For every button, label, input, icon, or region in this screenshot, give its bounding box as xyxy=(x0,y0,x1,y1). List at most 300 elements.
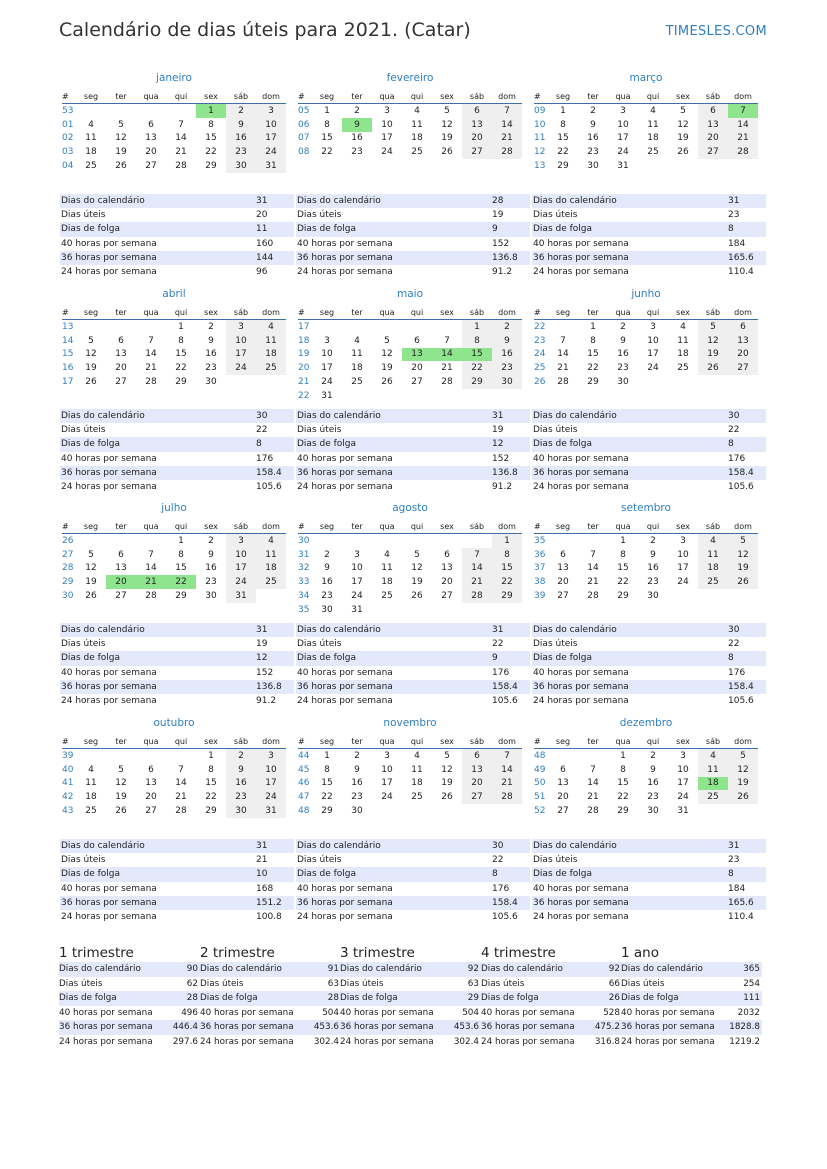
week-row xyxy=(534,118,758,132)
day-cell: 5 xyxy=(728,534,758,548)
weekday-header: ter xyxy=(342,305,372,320)
week-number: 07 xyxy=(298,133,310,144)
summary-value: 453.6 xyxy=(313,1022,339,1033)
day-cell: 11 xyxy=(677,335,689,346)
day-cell: 16 xyxy=(205,563,217,574)
day-cell: 12 xyxy=(381,349,393,360)
summary-block xyxy=(621,944,762,1050)
week-row xyxy=(534,589,758,603)
stat-label: 40 horas por semana xyxy=(297,453,393,464)
stat-label: 36 horas por semana xyxy=(61,681,157,692)
stat-label: 36 horas por semana xyxy=(297,897,393,908)
stat-label: Dias do calendário xyxy=(533,411,617,421)
weekday-header: qua xyxy=(136,89,166,104)
day-cell: 3 xyxy=(620,105,626,116)
day-cell: 15 xyxy=(321,133,333,144)
week-row xyxy=(62,763,286,777)
day-cell: 4 xyxy=(650,105,656,116)
day-cell: 19 xyxy=(85,363,97,374)
summary-row xyxy=(200,991,341,1006)
day-cell xyxy=(548,320,578,334)
week-row xyxy=(298,334,522,348)
day-cell: 26 xyxy=(115,161,127,172)
week-row xyxy=(62,104,286,118)
stat-label: 36 horas por semana xyxy=(61,252,157,263)
day-cell: 9 xyxy=(226,763,256,777)
stat-value: 8 xyxy=(256,439,262,450)
week-number-header: # xyxy=(298,734,312,749)
day-cell: 17 xyxy=(381,133,393,144)
summary-label: Dias do calendário xyxy=(59,964,141,974)
summary-label: 36 horas por semana xyxy=(200,1022,294,1033)
stat-value: 184 xyxy=(728,238,746,249)
day-cell: 15 xyxy=(205,133,217,144)
stat-label: Dias úteis xyxy=(61,639,106,650)
summary-value: 446.4 xyxy=(172,1022,198,1033)
week-number: 31 xyxy=(298,549,310,560)
weekday-header: ter xyxy=(106,734,136,749)
day-cell: 25 xyxy=(256,575,286,589)
day-cell: 4 xyxy=(256,320,286,334)
day-cell: 23 xyxy=(351,147,363,158)
day-cell: 22 xyxy=(205,792,217,803)
day-cell xyxy=(256,589,286,603)
summary-value: 475.2 xyxy=(594,1022,620,1033)
stat-row xyxy=(296,623,530,637)
day-cell: 18 xyxy=(85,147,97,158)
day-cell: 30 xyxy=(351,806,363,817)
month-name: janeiro xyxy=(156,72,192,84)
day-cell: 28 xyxy=(557,377,569,388)
week-row xyxy=(534,804,758,818)
stat-label: Dias de folga xyxy=(61,439,121,450)
weekday-header: seg xyxy=(76,89,106,104)
month-name: abril xyxy=(162,288,186,300)
weekday-header: dom xyxy=(492,305,522,320)
week-row xyxy=(298,104,522,118)
weekday-header: qui xyxy=(402,734,432,749)
month-stats-novembro xyxy=(296,839,530,924)
stat-label: 40 horas por semana xyxy=(533,453,629,464)
day-cell: 4 xyxy=(698,534,728,548)
day-cell: 13 xyxy=(402,348,432,362)
day-cell: 27 xyxy=(557,591,569,602)
weekday-header: seg xyxy=(76,519,106,534)
day-cell: 16 xyxy=(647,563,659,574)
day-cell: 12 xyxy=(441,764,453,775)
month-calendar-setembro xyxy=(534,501,758,603)
weekday-header: sáb xyxy=(226,89,256,104)
stat-label: 36 horas por semana xyxy=(297,467,393,478)
day-cell: 6 xyxy=(444,549,450,560)
day-cell: 28 xyxy=(587,591,599,602)
week-row xyxy=(298,548,522,562)
stat-value: 22 xyxy=(492,639,504,650)
day-cell: 29 xyxy=(617,806,629,817)
day-cell: 10 xyxy=(677,549,689,560)
week-number-header: # xyxy=(534,734,548,749)
stat-label: Dias do calendário xyxy=(61,625,145,635)
weekday-header: qua xyxy=(608,734,638,749)
month-calendar-fevereiro xyxy=(298,71,522,159)
day-cell: 20 xyxy=(115,363,127,374)
day-cell: 1 xyxy=(208,750,214,761)
week-number: 45 xyxy=(298,764,310,775)
stat-label: Dias úteis xyxy=(61,210,106,221)
day-cell: 12 xyxy=(677,119,689,130)
stat-row xyxy=(532,452,766,466)
weekday-header: dom xyxy=(256,305,286,320)
day-cell: 31 xyxy=(256,804,286,818)
stat-label: Dias úteis xyxy=(61,855,106,866)
day-cell: 22 xyxy=(587,363,599,374)
day-cell: 10 xyxy=(256,763,286,777)
day-cell: 3 xyxy=(384,105,390,116)
weekday-header: sex xyxy=(668,89,698,104)
day-cell: 5 xyxy=(88,335,94,346)
day-cell: 25 xyxy=(85,161,97,172)
day-cell: 10 xyxy=(617,119,629,130)
day-cell: 4 xyxy=(88,764,94,775)
day-cell: 22 xyxy=(205,147,217,158)
summary-row xyxy=(340,1006,481,1021)
day-cell: 19 xyxy=(115,147,127,158)
month-grid xyxy=(298,89,522,159)
day-cell: 1 xyxy=(620,750,626,761)
day-cell: 20 xyxy=(411,363,423,374)
week-number: 30 xyxy=(298,535,310,546)
day-cell: 3 xyxy=(256,749,286,763)
summary-row xyxy=(59,991,200,1006)
summary-label: Dias úteis xyxy=(481,978,525,989)
week-number: 12 xyxy=(534,147,546,158)
summary-title: 1 trimestre xyxy=(59,945,134,961)
day-cell: 15 xyxy=(175,563,187,574)
week-row xyxy=(62,118,286,132)
summary-value: 62 xyxy=(186,978,198,989)
stat-row xyxy=(60,423,294,437)
summary-block xyxy=(340,944,481,1050)
day-cell: 2 xyxy=(226,104,256,118)
stat-row xyxy=(296,853,530,867)
day-cell: 6 xyxy=(560,549,566,560)
stat-value: 10 xyxy=(256,869,268,880)
week-row xyxy=(62,589,286,603)
stat-value: 31 xyxy=(256,625,268,635)
weekday-header: ter xyxy=(106,305,136,320)
day-cell: 25 xyxy=(698,575,728,589)
day-cell: 18 xyxy=(698,562,728,576)
day-cell xyxy=(728,375,758,389)
summary-label: 24 horas por semana xyxy=(340,1036,434,1047)
stat-label: 24 horas por semana xyxy=(533,695,629,706)
month-calendar-abril xyxy=(62,287,286,389)
day-cell: 14 xyxy=(492,118,522,132)
stat-value: 8 xyxy=(492,869,498,880)
stat-value: 144 xyxy=(256,252,274,263)
day-cell xyxy=(136,320,166,334)
stat-label: 36 horas por semana xyxy=(533,681,629,692)
month-grid xyxy=(298,519,522,617)
summary-row xyxy=(481,1020,622,1035)
week-row xyxy=(298,777,522,791)
stat-row xyxy=(532,222,766,236)
brand-link[interactable]: TIMESLES.COM xyxy=(665,24,767,39)
summary-value: 453.6 xyxy=(453,1022,479,1033)
week-number: 01 xyxy=(62,119,74,130)
stat-row xyxy=(60,452,294,466)
day-cell: 14 xyxy=(145,563,157,574)
month-calendar-junho xyxy=(534,287,758,389)
stat-label: 24 horas por semana xyxy=(533,266,629,277)
day-cell xyxy=(312,320,342,334)
day-cell xyxy=(728,804,758,818)
stat-value: 31 xyxy=(256,841,268,851)
stat-row xyxy=(532,480,766,494)
month-stats-janeiro xyxy=(60,194,294,279)
weekday-header: qua xyxy=(608,89,638,104)
day-cell: 28 xyxy=(145,591,157,602)
day-cell: 29 xyxy=(557,161,569,172)
day-cell: 25 xyxy=(411,792,423,803)
summary-row xyxy=(340,977,481,992)
day-cell: 17 xyxy=(226,562,256,576)
day-cell: 11 xyxy=(698,763,728,777)
week-number: 53 xyxy=(62,105,74,116)
day-cell: 18 xyxy=(381,577,393,588)
week-number: 49 xyxy=(534,764,546,775)
day-cell xyxy=(372,603,402,617)
day-cell: 13 xyxy=(115,349,127,360)
stat-value: 31 xyxy=(492,625,504,635)
day-cell: 4 xyxy=(414,105,420,116)
day-cell: 3 xyxy=(226,320,256,334)
day-cell: 31 xyxy=(677,806,689,817)
week-number-header: # xyxy=(534,305,548,320)
day-cell: 2 xyxy=(354,750,360,761)
day-cell: 16 xyxy=(351,778,363,789)
week-row xyxy=(298,749,522,763)
stat-label: Dias úteis xyxy=(533,855,578,866)
summary-row xyxy=(200,1020,341,1035)
day-cell: 5 xyxy=(118,764,124,775)
stat-row xyxy=(296,423,530,437)
day-cell: 28 xyxy=(728,145,758,159)
day-cell xyxy=(578,749,608,763)
day-cell: 22 xyxy=(462,361,492,375)
day-cell: 18 xyxy=(411,778,423,789)
week-row xyxy=(298,589,522,603)
day-cell: 23 xyxy=(321,591,333,602)
week-row xyxy=(534,348,758,362)
day-cell: 14 xyxy=(175,778,187,789)
stat-row xyxy=(60,237,294,251)
day-cell: 21 xyxy=(728,132,758,146)
month-calendar-agosto xyxy=(298,501,522,617)
day-cell xyxy=(106,104,136,118)
day-cell xyxy=(106,749,136,763)
day-cell: 6 xyxy=(118,335,124,346)
summary-row xyxy=(340,991,481,1006)
weekday-header: sáb xyxy=(698,305,728,320)
week-row xyxy=(62,749,286,763)
month-calendar-outubro xyxy=(62,716,286,818)
weekday-header: sáb xyxy=(462,519,492,534)
day-cell: 27 xyxy=(698,145,728,159)
summary-label: 36 horas por semana xyxy=(340,1022,434,1033)
day-cell: 4 xyxy=(680,321,686,332)
week-number: 17 xyxy=(298,321,310,332)
day-cell: 3 xyxy=(680,535,686,546)
stat-row xyxy=(296,251,530,265)
day-cell: 29 xyxy=(617,591,629,602)
stat-value: 105.6 xyxy=(728,695,754,706)
day-cell xyxy=(548,534,578,548)
stat-label: 36 horas por semana xyxy=(533,467,629,478)
weekday-header: qui xyxy=(638,305,668,320)
summary-row xyxy=(481,977,622,992)
summary-value: 63 xyxy=(327,978,339,989)
day-cell: 8 xyxy=(492,548,522,562)
stat-row xyxy=(532,680,766,694)
day-cell: 22 xyxy=(175,363,187,374)
stat-value: 158.4 xyxy=(728,467,754,478)
month-grid xyxy=(298,734,522,818)
day-cell: 15 xyxy=(175,349,187,360)
summary-value: 66 xyxy=(608,978,620,989)
day-cell: 15 xyxy=(462,348,492,362)
day-cell xyxy=(76,104,106,118)
week-number-header: # xyxy=(62,89,76,104)
month-stats-abril xyxy=(60,409,294,494)
weekday-header: dom xyxy=(492,519,522,534)
day-cell: 14 xyxy=(492,763,522,777)
week-number-header: # xyxy=(298,89,312,104)
summary-value: 316.8 xyxy=(594,1036,620,1047)
day-cell: 16 xyxy=(617,349,629,360)
stat-value: 30 xyxy=(728,411,740,421)
day-cell xyxy=(492,603,522,617)
day-cell: 27 xyxy=(145,161,157,172)
day-cell xyxy=(226,375,256,389)
stat-label: 24 horas por semana xyxy=(61,695,157,706)
weekday-header: seg xyxy=(76,734,106,749)
week-number: 50 xyxy=(534,778,546,789)
summary-value: 528 xyxy=(603,1007,620,1018)
week-row xyxy=(298,763,522,777)
day-cell xyxy=(668,159,698,173)
day-cell: 19 xyxy=(728,777,758,791)
day-cell: 26 xyxy=(85,377,97,388)
day-cell: 27 xyxy=(557,806,569,817)
week-number: 29 xyxy=(62,577,74,588)
day-cell: 24 xyxy=(381,147,393,158)
weekday-header: sex xyxy=(196,734,226,749)
day-cell: 21 xyxy=(462,575,492,589)
stat-value: 176 xyxy=(728,453,746,464)
day-cell: 24 xyxy=(256,790,286,804)
day-cell: 5 xyxy=(444,105,450,116)
summary-row xyxy=(621,991,762,1006)
day-cell: 1 xyxy=(590,321,596,332)
stat-row xyxy=(532,208,766,222)
stat-value: 30 xyxy=(728,625,740,635)
stat-row xyxy=(532,910,766,924)
day-cell: 21 xyxy=(492,777,522,791)
day-cell: 13 xyxy=(462,118,492,132)
day-cell: 20 xyxy=(462,132,492,146)
stat-label: Dias do calendário xyxy=(297,841,381,851)
day-cell: 24 xyxy=(677,792,689,803)
day-cell: 24 xyxy=(256,145,286,159)
week-number: 18 xyxy=(298,335,310,346)
day-cell: 10 xyxy=(677,764,689,775)
weekday-header: ter xyxy=(106,519,136,534)
summary-value: 504 xyxy=(462,1007,479,1018)
day-cell: 4 xyxy=(88,119,94,130)
summary-value: 504 xyxy=(322,1007,339,1018)
month-stats-julho xyxy=(60,623,294,708)
month-calendar-maio xyxy=(298,287,522,403)
stat-label: Dias do calendário xyxy=(297,411,381,421)
stat-row xyxy=(60,480,294,494)
summary-value: 297.6 xyxy=(172,1036,198,1047)
day-cell: 6 xyxy=(462,104,492,118)
month-name: maio xyxy=(396,288,423,300)
day-cell: 3 xyxy=(354,549,360,560)
weekday-header: qui xyxy=(402,305,432,320)
day-cell: 28 xyxy=(462,589,492,603)
stat-value: 105.6 xyxy=(728,481,754,492)
weekday-header: sáb xyxy=(698,734,728,749)
day-cell: 8 xyxy=(324,764,330,775)
day-cell: 18 xyxy=(698,777,728,791)
day-cell xyxy=(372,804,402,818)
day-cell: 23 xyxy=(587,147,599,158)
day-cell: 30 xyxy=(647,591,659,602)
day-cell: 3 xyxy=(324,335,330,346)
weekday-header: dom xyxy=(728,305,758,320)
day-cell: 7 xyxy=(590,764,596,775)
day-cell: 14 xyxy=(175,133,187,144)
stat-row xyxy=(60,466,294,480)
week-row xyxy=(534,763,758,777)
day-cell xyxy=(256,375,286,389)
stat-label: Dias de folga xyxy=(533,224,593,235)
stat-value: 176 xyxy=(256,453,274,464)
summary-row xyxy=(621,977,762,992)
day-cell: 7 xyxy=(492,749,522,763)
stat-label: 40 horas por semana xyxy=(533,883,629,894)
week-row xyxy=(62,361,286,375)
summary-row xyxy=(621,1020,762,1035)
week-row xyxy=(298,804,522,818)
summary-value: 2032 xyxy=(737,1007,760,1018)
weekday-header: ter xyxy=(106,89,136,104)
stat-row xyxy=(532,839,766,853)
day-cell: 2 xyxy=(492,320,522,334)
summary-value: 1219.2 xyxy=(729,1036,760,1047)
stat-row xyxy=(296,466,530,480)
month-stats-março xyxy=(532,194,766,279)
day-cell: 11 xyxy=(647,119,659,130)
month-grid xyxy=(534,305,758,389)
summary-value: 1828.8 xyxy=(729,1022,760,1033)
day-cell: 9 xyxy=(620,335,626,346)
stat-value: 20 xyxy=(256,210,268,221)
day-cell: 12 xyxy=(85,563,97,574)
weekday-header: ter xyxy=(578,519,608,534)
